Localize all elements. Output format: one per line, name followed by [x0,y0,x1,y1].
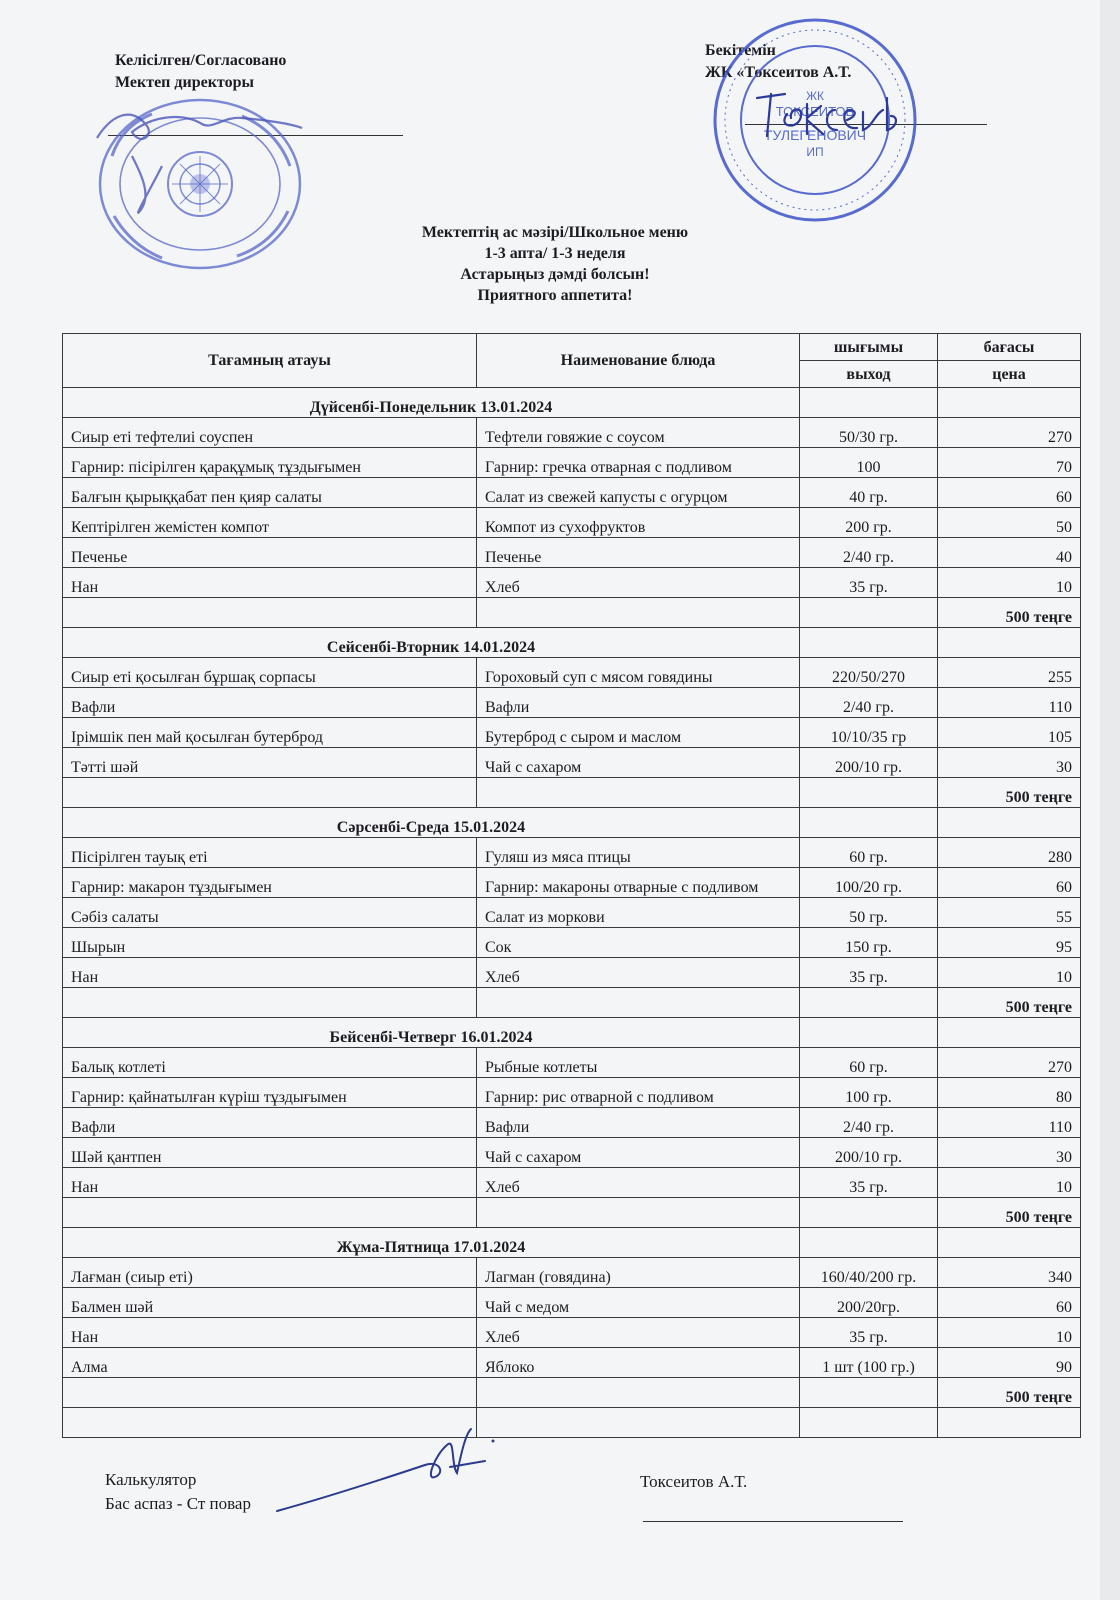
dish-output: 100 гр. [800,1078,938,1108]
dish-name-kz: Гарнир: қайнатылған күріш тұздығымен [63,1078,477,1108]
dish-name-ru: Вафли [477,688,800,718]
empty-cell [477,988,800,1018]
dish-name-ru: Гарнир: макароны отварные с подливом [477,868,800,898]
dish-price: 40 [938,538,1081,568]
dish-price: 95 [938,928,1081,958]
dish-output: 160/40/200 гр. [800,1258,938,1288]
dish-name-ru: Хлеб [477,1168,800,1198]
dish-price: 55 [938,898,1081,928]
empty-cell [800,1408,938,1438]
dish-name-kz: Гарнир: пісірілген қарақұмық тұздығымен [63,448,477,478]
dish-name-ru: Хлеб [477,958,800,988]
menu-item-row [63,688,1081,718]
dish-output: 200/10 гр. [800,1138,938,1168]
day-total-row [63,1378,1081,1408]
dish-name-ru: Гарнир: рис отварной с подливом [477,1078,800,1108]
greeting-ru: Приятного аппетита! [477,287,633,304]
dish-price: 70 [938,448,1081,478]
dish-output: 100/20 гр. [800,868,938,898]
header-name-kz: Тағамның атауы [63,334,477,388]
dish-name-kz: Нан [63,958,477,988]
greeting-kz: Астарыңыз дәмді болсын! [460,266,650,283]
dish-name-kz: Балық котлеті [63,1048,477,1078]
dish-name-kz: Пісірілген тауық еті [63,838,477,868]
empty-cell [800,1228,938,1258]
empty-cell [938,388,1081,418]
approval-left [115,50,286,94]
svg-text:ИП: ИП [806,145,824,159]
dish-name-ru: Вафли [477,1108,800,1138]
chef-name-underline [643,1521,903,1522]
dish-name-ru: Хлеб [477,1318,800,1348]
dish-name-ru: Рыбные котлеты [477,1048,800,1078]
dish-name-kz: Балғын қырыққабат пен қияр салаты [63,478,477,508]
dish-name-kz: Тәтті шәй [63,748,477,778]
dish-output: 200/20гр. [800,1288,938,1318]
chef-signature-icon [275,1425,495,1515]
menu-item-row [63,868,1081,898]
empty-cell [800,388,938,418]
dish-name-kz: Ірімшік пен май қосылған бутерброд [63,718,477,748]
empty-cell [63,988,477,1018]
dish-name-kz: Балмен шәй [63,1288,477,1318]
menu-week: 1-3 апта/ 1-3 неделя [484,245,626,262]
dish-price: 340 [938,1258,1081,1288]
menu-item-row [63,1138,1081,1168]
dish-output: 50/30 гр. [800,418,938,448]
day-title: Жұма-Пятница 17.01.2024 [63,1228,800,1258]
menu-item-row [63,568,1081,598]
empty-cell [800,1018,938,1048]
dish-output: 2/40 гр. [800,538,938,568]
dish-price: 105 [938,718,1081,748]
menu-item-row [63,1048,1081,1078]
dish-output: 200 гр. [800,508,938,538]
dish-name-kz: Лағман (сиыр еті) [63,1258,477,1288]
menu-item-row [63,538,1081,568]
dish-name-kz: Шәй қантпен [63,1138,477,1168]
dish-name-kz: Гарнир: макарон тұздығымен [63,868,477,898]
dish-name-kz: Сиыр еті тефтелиі соуспен [63,418,477,448]
menu-item-row [63,898,1081,928]
footer-chef-label: Бас аспаз - Ст повар [105,1494,251,1513]
dish-name-ru: Гарнир: гречка отварная с подливом [477,448,800,478]
header-output-ru: выход [800,361,938,388]
dish-name-ru: Гороховый суп с мясом говядины [477,658,800,688]
dish-name-kz: Алма [63,1348,477,1378]
menu-item-row [63,1348,1081,1378]
dish-name-ru: Чай с сахаром [477,1138,800,1168]
dish-price: 50 [938,508,1081,538]
menu-item-row [63,658,1081,688]
dish-name-kz: Кептірілген жемістен компот [63,508,477,538]
dish-name-ru: Чай с медом [477,1288,800,1318]
empty-cell [477,778,800,808]
dish-output: 10/10/35 гр [800,718,938,748]
dish-name-ru: Печенье [477,538,800,568]
approval-left-role: Мектеп директоры [115,74,254,91]
header-output-kz: шығымы [800,334,938,361]
empty-cell [800,1378,938,1408]
empty-cell [938,808,1081,838]
header-price-ru: цена [938,361,1081,388]
menu-item-row [63,418,1081,448]
dish-name-ru: Лагман (говядина) [477,1258,800,1288]
empty-cell [800,598,938,628]
menu-item-row [63,748,1081,778]
menu-item-row [63,508,1081,538]
dish-price: 10 [938,568,1081,598]
empty-cell [63,1198,477,1228]
empty-cell [477,598,800,628]
empty-cell [477,1378,800,1408]
dish-price: 10 [938,1168,1081,1198]
empty-cell [63,778,477,808]
menu-item-row [63,838,1081,868]
dish-name-kz: Нан [63,568,477,598]
dish-output: 2/40 гр. [800,688,938,718]
dish-price: 10 [938,958,1081,988]
dish-output: 35 гр. [800,568,938,598]
dish-output: 1 шт (100 гр.) [800,1348,938,1378]
empty-cell [477,1198,800,1228]
state-emblem-seal-icon [92,96,307,271]
day-total: 500 теңге [938,598,1081,628]
dish-price: 280 [938,838,1081,868]
dish-name-ru: Чай с сахаром [477,748,800,778]
empty-row [63,1408,1081,1438]
menu-item-row [63,1168,1081,1198]
entrepreneur-seal-icon [707,18,922,223]
dish-output: 40 гр. [800,478,938,508]
menu-table-body [63,388,1081,1438]
dish-name-kz: Сиыр еті қосылған бұршақ сорпасы [63,658,477,688]
footer-right [640,1472,747,1492]
day-total-row [63,988,1081,1018]
dish-name-ru: Хлеб [477,568,800,598]
dish-name-kz: Вафли [63,688,477,718]
day-total: 500 теңге [938,1198,1081,1228]
dish-price: 60 [938,478,1081,508]
svg-text:ТУЛЕГЕНОВИЧ: ТУЛЕГЕНОВИЧ [763,127,867,143]
empty-cell [800,628,938,658]
dish-output: 35 гр. [800,1168,938,1198]
menu-item-row [63,1078,1081,1108]
dish-price: 30 [938,1138,1081,1168]
dish-name-ru: Салат из свежей капусты с огурцом [477,478,800,508]
dish-price: 255 [938,658,1081,688]
day-header-row [63,1228,1081,1258]
approval-right-title: Бекітемін [705,42,776,59]
day-total-row [63,778,1081,808]
dish-price: 80 [938,1078,1081,1108]
menu-table [62,333,1081,1438]
day-title: Бейсенбі-Четверг 16.01.2024 [63,1018,800,1048]
header-price-kz: бағасы [938,334,1081,361]
menu-title-block [300,222,810,306]
dish-price: 270 [938,1048,1081,1078]
menu-item-row [63,478,1081,508]
menu-item-row [63,958,1081,988]
empty-cell [800,778,938,808]
day-title: Сейсенбі-Вторник 14.01.2024 [63,628,800,658]
empty-cell [477,1408,800,1438]
footer-left [105,1468,251,1516]
chef-name: Токсеитов А.Т. [640,1472,748,1491]
dish-output: 2/40 гр. [800,1108,938,1138]
day-total-row [63,1198,1081,1228]
empty-cell [938,1408,1081,1438]
svg-text:ЖК: ЖК [805,89,825,103]
dish-name-kz: Шырын [63,928,477,958]
menu-item-row [63,1318,1081,1348]
day-header-row [63,808,1081,838]
menu-title: Мектептің ас мәзірі/Школьное меню [421,224,689,241]
dish-output: 35 гр. [800,958,938,988]
approval-right-name: ЖК «Токсеитов А.Т. [705,64,852,81]
dish-name-ru: Сок [477,928,800,958]
dish-name-kz: Вафли [63,1108,477,1138]
day-total: 500 теңге [938,778,1081,808]
table-header-row [63,334,1081,361]
header-name-ru: Наименование блюда [477,334,800,388]
day-total: 500 теңге [938,988,1081,1018]
day-title: Дүйсенбі-Понедельник 13.01.2024 [63,388,800,418]
day-total: 500 теңге [938,1378,1081,1408]
empty-cell [63,598,477,628]
dish-output: 60 гр. [800,838,938,868]
dish-name-kz: Нан [63,1168,477,1198]
empty-cell [938,628,1081,658]
empty-cell [938,1228,1081,1258]
dish-output: 35 гр. [800,1318,938,1348]
day-header-row [63,628,1081,658]
day-header-row [63,388,1081,418]
day-title: Сәрсенбі-Среда 15.01.2024 [63,808,800,838]
dish-price: 60 [938,1288,1081,1318]
dish-price: 90 [938,1348,1081,1378]
dish-price: 60 [938,868,1081,898]
day-header-row [63,1018,1081,1048]
dish-price: 270 [938,418,1081,448]
dish-name-ru: Салат из моркови [477,898,800,928]
empty-cell [63,1378,477,1408]
dish-name-ru: Бутерброд с сыром и маслом [477,718,800,748]
menu-item-row [63,1258,1081,1288]
empty-cell [800,808,938,838]
svg-text:ТОКСЕИТОВ: ТОКСЕИТОВ [775,104,855,119]
dish-name-ru: Тефтели говяжие с соусом [477,418,800,448]
dish-name-ru: Гуляш из мяса птицы [477,838,800,868]
dish-name-kz: Сәбіз салаты [63,898,477,928]
menu-item-row [63,718,1081,748]
dish-output: 60 гр. [800,1048,938,1078]
menu-item-row [63,1288,1081,1318]
dish-name-kz: Печенье [63,538,477,568]
approval-left-title: Келісілген/Согласовано [115,52,287,69]
empty-cell [800,988,938,1018]
menu-item-row [63,1108,1081,1138]
dish-name-kz: Нан [63,1318,477,1348]
dish-name-ru: Компот из сухофруктов [477,508,800,538]
empty-cell [938,1018,1081,1048]
dish-price: 30 [938,748,1081,778]
menu-item-row [63,448,1081,478]
dish-output: 200/10 гр. [800,748,938,778]
footer-calculator-label: Калькулятор [105,1470,197,1489]
menu-item-row [63,928,1081,958]
dish-output: 100 [800,448,938,478]
dish-output: 150 гр. [800,928,938,958]
dish-price: 110 [938,1108,1081,1138]
empty-cell [800,1198,938,1228]
day-total-row [63,598,1081,628]
dish-output: 50 гр. [800,898,938,928]
dish-output: 220/50/270 [800,658,938,688]
dish-price: 10 [938,1318,1081,1348]
dish-name-ru: Яблоко [477,1348,800,1378]
dish-price: 110 [938,688,1081,718]
